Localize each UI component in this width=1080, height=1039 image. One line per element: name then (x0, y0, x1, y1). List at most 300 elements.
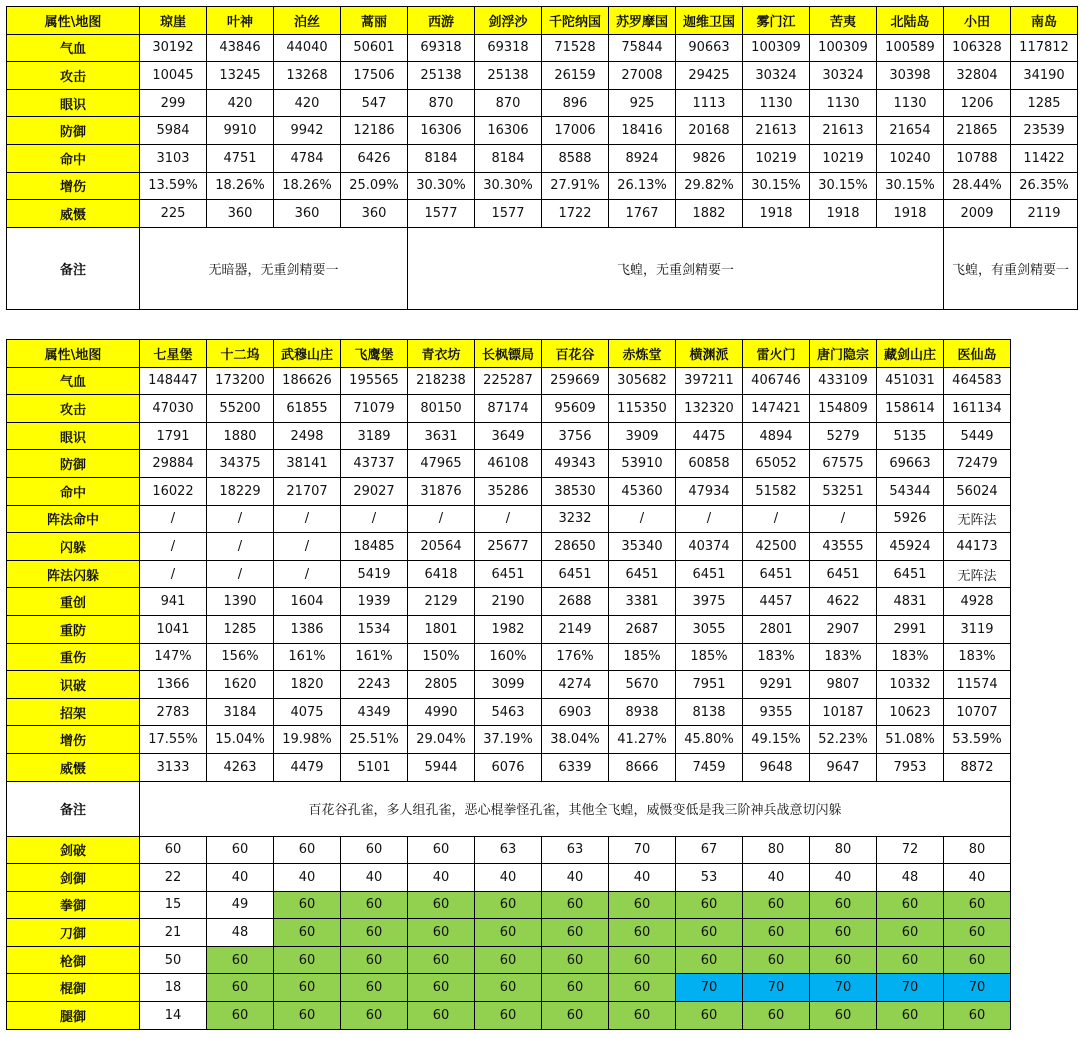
stat-cell: 9910 (207, 117, 274, 145)
stat-cell: 158614 (877, 395, 944, 423)
stat-cell: 21613 (743, 117, 810, 145)
stat-cell: 1982 (475, 615, 542, 643)
stat-cell: 29.04% (408, 726, 475, 754)
stat-cell: 4928 (944, 588, 1011, 616)
note-row (7, 781, 1011, 836)
stat-cell: 5670 (609, 671, 676, 699)
stat-row (7, 62, 1078, 90)
defense-cell: 60 (609, 919, 676, 947)
stat-cell: 32804 (944, 62, 1011, 90)
stat-row (7, 533, 1011, 561)
stat-cell: 3103 (140, 144, 207, 172)
stat-cell: 8938 (609, 698, 676, 726)
stat-cell: 25677 (475, 533, 542, 561)
stat-cell: 30.15% (743, 172, 810, 200)
stat-cell: 53.59% (944, 726, 1011, 754)
stat-cell: 1534 (341, 615, 408, 643)
stat-cell: 60858 (676, 450, 743, 478)
stat-cell: 52.23% (810, 726, 877, 754)
stat-cell: 49.15% (743, 726, 810, 754)
stat-cell: 896 (542, 89, 609, 117)
stat-cell: 5463 (475, 698, 542, 726)
stat-row (7, 505, 1011, 533)
stat-cell: 26159 (542, 62, 609, 90)
defense-cell: 21 (140, 919, 207, 947)
stat-cell: 21865 (944, 117, 1011, 145)
stat-cell: 54344 (877, 477, 944, 505)
stat-cell: 173200 (207, 367, 274, 395)
stat-cell: / (140, 560, 207, 588)
stat-cell: 28650 (542, 533, 609, 561)
stat-cell: 5279 (810, 422, 877, 450)
defense-cell: 18 (140, 974, 207, 1002)
stat-cell: 30.30% (408, 172, 475, 200)
stat-cell: 433109 (810, 367, 877, 395)
stat-cell: 259669 (542, 367, 609, 395)
defense-cell: 60 (408, 946, 475, 974)
defense-cell: 60 (341, 836, 408, 864)
stat-cell: 6451 (609, 560, 676, 588)
stat-cell: 10623 (877, 698, 944, 726)
stat-cell: 8184 (475, 144, 542, 172)
stat-cell: 1285 (1011, 89, 1078, 117)
defense-cell: 40 (743, 864, 810, 892)
stat-cell: 53251 (810, 477, 877, 505)
stat-cell: 43737 (341, 450, 408, 478)
stat-cell: 80150 (408, 395, 475, 423)
stat-cell: 69318 (408, 34, 475, 62)
stat-cell: 5101 (341, 753, 408, 781)
stat-cell: 50601 (341, 34, 408, 62)
stat-cell: 5135 (877, 422, 944, 450)
stat-cell: 4990 (408, 698, 475, 726)
map-header: 赤炼堂 (609, 340, 676, 368)
stat-cell: / (140, 533, 207, 561)
stat-cell: 10332 (877, 671, 944, 699)
stat-row (7, 588, 1011, 616)
map-header: 长枫镖局 (475, 340, 542, 368)
stat-cell: 49343 (542, 450, 609, 478)
stat-cell: 7951 (676, 671, 743, 699)
note-row (7, 227, 1078, 309)
stat-cell: 13268 (274, 62, 341, 90)
defense-cell: 63 (475, 836, 542, 864)
stat-cell: 5984 (140, 117, 207, 145)
defense-cell: 60 (408, 974, 475, 1002)
stat-cell: / (207, 560, 274, 588)
stat-cell: 156% (207, 643, 274, 671)
stat-cell: 4457 (743, 588, 810, 616)
row-label: 重防 (7, 615, 140, 643)
defense-cell: 60 (877, 919, 944, 947)
row-label: 闪躲 (7, 533, 140, 561)
stat-cell: 2498 (274, 422, 341, 450)
stat-cell: 1620 (207, 671, 274, 699)
map-header: 南岛 (1011, 7, 1078, 35)
stat-row (7, 422, 1011, 450)
defense-cell: 60 (810, 1002, 877, 1030)
stat-cell: 1918 (743, 200, 810, 228)
defense-cell: 60 (743, 919, 810, 947)
row-label: 命中 (7, 477, 140, 505)
stat-cell: 870 (408, 89, 475, 117)
stat-cell: 1390 (207, 588, 274, 616)
stat-cell: 8872 (944, 753, 1011, 781)
stat-cell: 10219 (810, 144, 877, 172)
stat-cell: 30.15% (877, 172, 944, 200)
stat-cell: 10240 (877, 144, 944, 172)
stat-cell: 106328 (944, 34, 1011, 62)
map-header: 唐门隐宗 (810, 340, 877, 368)
defense-cell: 60 (743, 891, 810, 919)
stat-cell: 360 (341, 200, 408, 228)
stat-cell: 38141 (274, 450, 341, 478)
stat-cell: 30324 (810, 62, 877, 90)
row-label: 重伤 (7, 643, 140, 671)
row-label: 气血 (7, 34, 140, 62)
stat-cell: 1918 (810, 200, 877, 228)
stat-cell: 5419 (341, 560, 408, 588)
defense-cell: 60 (542, 1002, 609, 1030)
stat-cell: 8924 (609, 144, 676, 172)
stat-cell: 6426 (341, 144, 408, 172)
stat-cell: 2688 (542, 588, 609, 616)
stat-cell: 8588 (542, 144, 609, 172)
defense-cell: 60 (274, 974, 341, 1002)
defense-cell: 40 (274, 864, 341, 892)
row-label: 刀御 (7, 919, 140, 947)
stat-cell: 10187 (810, 698, 877, 726)
stat-cell: 34375 (207, 450, 274, 478)
stat-cell: 43555 (810, 533, 877, 561)
stat-cell: / (341, 505, 408, 533)
stat-cell: 5944 (408, 753, 475, 781)
stat-cell: 9826 (676, 144, 743, 172)
defense-cell: 60 (944, 946, 1011, 974)
stat-cell: 6076 (475, 753, 542, 781)
stat-cell: 8184 (408, 144, 475, 172)
stat-cell: 115350 (609, 395, 676, 423)
stat-cell: 30192 (140, 34, 207, 62)
stat-cell: 29.82% (676, 172, 743, 200)
stat-cell: 100309 (743, 34, 810, 62)
defense-cell: 80 (810, 836, 877, 864)
stat-cell: 16306 (475, 117, 542, 145)
stat-cell: 44173 (944, 533, 1011, 561)
stat-cell: 4274 (542, 671, 609, 699)
stat-cell: 1918 (877, 200, 944, 228)
row-label: 枪御 (7, 946, 140, 974)
stat-cell: 18229 (207, 477, 274, 505)
stat-cell: 17.55% (140, 726, 207, 754)
stat-cell: 1366 (140, 671, 207, 699)
stat-cell: 183% (810, 643, 877, 671)
defense-cell: 60 (475, 974, 542, 1002)
stat-cell: 26.13% (609, 172, 676, 200)
stat-cell: 183% (944, 643, 1011, 671)
stat-cell: 161134 (944, 395, 1011, 423)
defense-cell: 80 (743, 836, 810, 864)
stat-cell: 44040 (274, 34, 341, 62)
stat-cell: 870 (475, 89, 542, 117)
defense-cell: 70 (877, 974, 944, 1002)
stat-cell: 6451 (676, 560, 743, 588)
defense-cell: 63 (542, 836, 609, 864)
stat-cell: 19.98% (274, 726, 341, 754)
stat-cell: 37.19% (475, 726, 542, 754)
stat-cell: 6903 (542, 698, 609, 726)
map-header: 七星堡 (140, 340, 207, 368)
stat-cell: 20168 (676, 117, 743, 145)
stat-cell: 4263 (207, 753, 274, 781)
stat-cell: 30324 (743, 62, 810, 90)
defense-cell: 60 (274, 891, 341, 919)
stat-cell: 1882 (676, 200, 743, 228)
map-header: 百花谷 (542, 340, 609, 368)
stat-cell: 161% (274, 643, 341, 671)
stat-cell: 3055 (676, 615, 743, 643)
defense-cell: 67 (676, 836, 743, 864)
stat-cell: 1130 (810, 89, 877, 117)
stat-cell: 100589 (877, 34, 944, 62)
stat-cell: 75844 (609, 34, 676, 62)
defense-cell: 60 (207, 946, 274, 974)
stat-cell: 29425 (676, 62, 743, 90)
defense-cell: 70 (609, 836, 676, 864)
stat-cell: 45360 (609, 477, 676, 505)
stat-cell: 147421 (743, 395, 810, 423)
defense-cell: 60 (810, 891, 877, 919)
stat-cell: 5449 (944, 422, 1011, 450)
defense-cell: 22 (140, 864, 207, 892)
note-cell: 无暗器，无重剑精要一 (140, 227, 408, 309)
stat-cell: 1577 (475, 200, 542, 228)
stat-cell: 3232 (542, 505, 609, 533)
stat-cell: 13245 (207, 62, 274, 90)
map-header: 横渊派 (676, 340, 743, 368)
stat-cell: 13.59% (140, 172, 207, 200)
map-header: 北陆岛 (877, 7, 944, 35)
stat-cell: 1791 (140, 422, 207, 450)
stat-cell: 3909 (609, 422, 676, 450)
stat-cell: 185% (609, 643, 676, 671)
defense-cell: 40 (341, 864, 408, 892)
stat-cell: 9355 (743, 698, 810, 726)
stat-row (7, 643, 1011, 671)
stat-cell: 29027 (341, 477, 408, 505)
stat-cell: 3975 (676, 588, 743, 616)
defense-cell: 60 (676, 1002, 743, 1030)
stat-cell: 34190 (1011, 62, 1078, 90)
defense-cell: 48 (207, 919, 274, 947)
stat-cell: 17006 (542, 117, 609, 145)
defense-cell: 60 (341, 946, 408, 974)
defense-cell: 60 (542, 974, 609, 1002)
row-label: 增伤 (7, 726, 140, 754)
map-header: 飞鹰堡 (341, 340, 408, 368)
stats-table-early-maps (6, 6, 1078, 310)
stat-cell: 47934 (676, 477, 743, 505)
stat-cell: 55200 (207, 395, 274, 423)
stat-cell: 183% (743, 643, 810, 671)
stat-cell: 4075 (274, 698, 341, 726)
stat-cell: 51.08% (877, 726, 944, 754)
note-cell: 飞蝗，有重剑精要一 (944, 227, 1078, 309)
stats-table-late-maps (6, 339, 1011, 1030)
stat-cell: / (207, 533, 274, 561)
defense-cell: 60 (609, 946, 676, 974)
defense-cell: 60 (475, 1002, 542, 1030)
stat-cell: 1722 (542, 200, 609, 228)
stat-cell: 90663 (676, 34, 743, 62)
stat-cell: 28.44% (944, 172, 1011, 200)
stat-cell: 4349 (341, 698, 408, 726)
stat-cell: 31876 (408, 477, 475, 505)
stat-cell: 67575 (810, 450, 877, 478)
defense-cell: 60 (207, 1002, 274, 1030)
stat-cell: 2129 (408, 588, 475, 616)
stat-cell: / (609, 505, 676, 533)
map-header: 十二坞 (207, 340, 274, 368)
stat-cell: 6451 (542, 560, 609, 588)
defense-cell: 60 (743, 946, 810, 974)
defense-cell: 60 (676, 919, 743, 947)
map-header: 藏剑山庄 (877, 340, 944, 368)
stat-cell: 2149 (542, 615, 609, 643)
stat-cell: 1577 (408, 200, 475, 228)
stat-cell: 6451 (877, 560, 944, 588)
stat-cell: 1206 (944, 89, 1011, 117)
defense-cell: 60 (944, 919, 1011, 947)
defense-cell: 60 (542, 891, 609, 919)
stat-cell: 161% (341, 643, 408, 671)
stat-cell: 6339 (542, 753, 609, 781)
row-label: 剑破 (7, 836, 140, 864)
stat-cell: 4479 (274, 753, 341, 781)
defense-cell: 60 (877, 891, 944, 919)
row-label: 识破 (7, 671, 140, 699)
map-header: 雷火门 (743, 340, 810, 368)
stat-cell: 3133 (140, 753, 207, 781)
stat-cell: 360 (207, 200, 274, 228)
stat-cell: 5926 (877, 505, 944, 533)
defense-cell: 50 (140, 946, 207, 974)
defense-cell: 60 (408, 836, 475, 864)
stat-cell: 2243 (341, 671, 408, 699)
stat-cell: 18.26% (274, 172, 341, 200)
map-header: 小田 (944, 7, 1011, 35)
stat-cell: 451031 (877, 367, 944, 395)
row-label: 攻击 (7, 395, 140, 423)
stat-cell: 132320 (676, 395, 743, 423)
stat-cell: 16022 (140, 477, 207, 505)
stat-cell: 95609 (542, 395, 609, 423)
stat-cell: 2119 (1011, 200, 1078, 228)
defense-cell: 60 (877, 946, 944, 974)
defense-cell: 60 (944, 1002, 1011, 1030)
stat-row (7, 144, 1078, 172)
stat-cell: 420 (274, 89, 341, 117)
defense-cell: 53 (676, 864, 743, 892)
stat-cell: 29884 (140, 450, 207, 478)
map-header: 苦夷 (810, 7, 877, 35)
defense-cell: 60 (408, 1002, 475, 1030)
defense-cell: 60 (341, 919, 408, 947)
stat-cell: 18485 (341, 533, 408, 561)
map-header: 琼崖 (140, 7, 207, 35)
stat-cell: 406746 (743, 367, 810, 395)
stat-row (7, 200, 1078, 228)
stat-row (7, 172, 1078, 200)
map-header: 苏罗摩国 (609, 7, 676, 35)
map-header: 剑浮沙 (475, 7, 542, 35)
stat-cell: 30.30% (475, 172, 542, 200)
stat-cell: 21654 (877, 117, 944, 145)
stat-cell: 1604 (274, 588, 341, 616)
stat-cell: 41.27% (609, 726, 676, 754)
stat-cell: 6451 (810, 560, 877, 588)
stat-cell: 1285 (207, 615, 274, 643)
stat-cell: 183% (877, 643, 944, 671)
defense-cell: 70 (944, 974, 1011, 1002)
stat-cell: 27.91% (542, 172, 609, 200)
map-header: 蒿丽 (341, 7, 408, 35)
stat-cell: 3756 (542, 422, 609, 450)
stat-cell: 117812 (1011, 34, 1078, 62)
stat-cell: 40374 (676, 533, 743, 561)
map-header: 武穆山庄 (274, 340, 341, 368)
note-cell: 飞蝗，无重剑精要一 (408, 227, 944, 309)
stat-cell: 65052 (743, 450, 810, 478)
stat-row (7, 450, 1011, 478)
stat-cell: 无阵法 (944, 560, 1011, 588)
row-label: 重创 (7, 588, 140, 616)
stat-cell: 9648 (743, 753, 810, 781)
map-header: 西游 (408, 7, 475, 35)
stat-cell: 1130 (743, 89, 810, 117)
stat-cell: 4751 (207, 144, 274, 172)
stat-cell: 23539 (1011, 117, 1078, 145)
stat-cell: 3631 (408, 422, 475, 450)
defense-row (7, 946, 1011, 974)
stat-cell: 299 (140, 89, 207, 117)
defense-cell: 14 (140, 1002, 207, 1030)
stat-cell: 100309 (810, 34, 877, 62)
stat-cell: 225287 (475, 367, 542, 395)
stat-row (7, 34, 1078, 62)
stat-cell: 1820 (274, 671, 341, 699)
stat-cell: 420 (207, 89, 274, 117)
stat-cell: / (676, 505, 743, 533)
stat-cell: 10788 (944, 144, 1011, 172)
defense-cell: 40 (207, 864, 274, 892)
stat-cell: 71079 (341, 395, 408, 423)
stat-cell: 305682 (609, 367, 676, 395)
stat-cell: 9942 (274, 117, 341, 145)
stat-cell: 27008 (609, 62, 676, 90)
row-label: 眼识 (7, 89, 140, 117)
stat-cell: / (274, 560, 341, 588)
map-header: 叶神 (207, 7, 274, 35)
defense-cell: 15 (140, 891, 207, 919)
stat-cell: 18.26% (207, 172, 274, 200)
stat-cell: 72479 (944, 450, 1011, 478)
stat-cell: 45924 (877, 533, 944, 561)
stat-cell: 15.04% (207, 726, 274, 754)
row-label: 气血 (7, 367, 140, 395)
stat-cell: 1041 (140, 615, 207, 643)
stat-row (7, 89, 1078, 117)
